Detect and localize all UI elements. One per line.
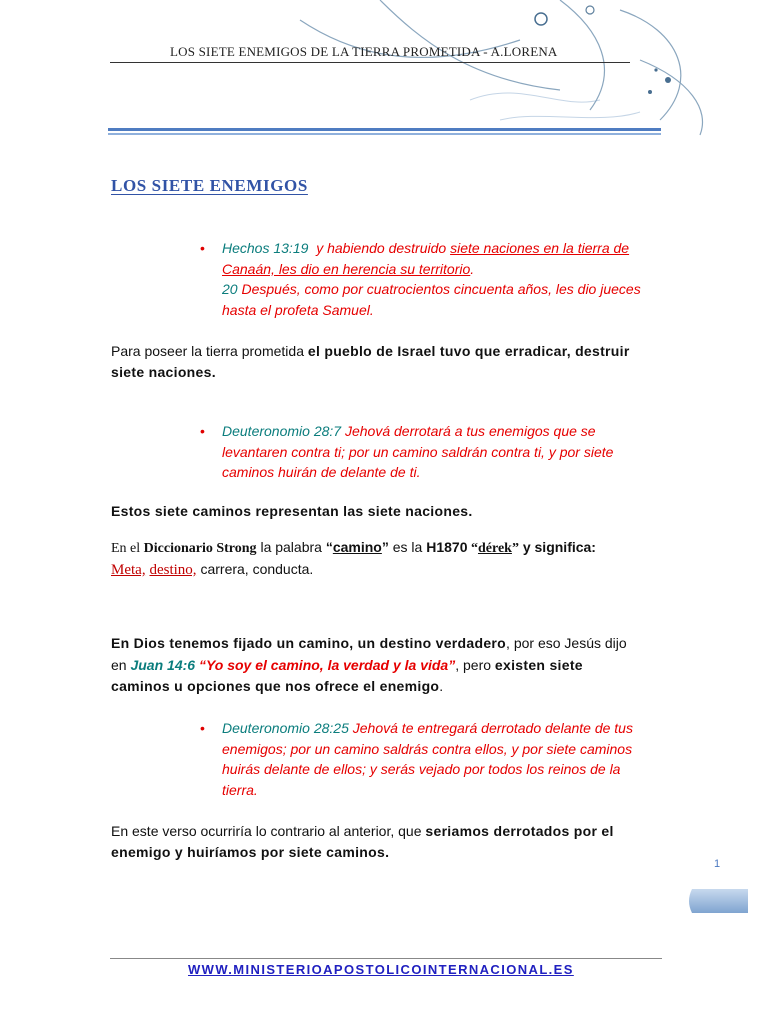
scripture-block-deut-28-7: [222, 421, 654, 483]
scripture-text: Jehová derrotará a tus enemigos que se levantaren contra ti; por un camino saldrán contra ti, y por siete caminos huirán de delante de ti.: [222, 423, 614, 481]
bullet-marker: •: [200, 423, 205, 439]
scripture-block-hechos: [222, 238, 654, 320]
word-camino: camino: [332, 539, 382, 555]
paragraph-text: , pero: [455, 656, 495, 673]
paragraph-verso: [111, 821, 661, 862]
page-tab-decoration: [686, 889, 748, 913]
scripture-quote: “Yo soy el camino, la verdad y la vida”: [195, 656, 456, 673]
scripture-text: Jehová te entregará derrotado delante de tus enemigos; por un camino saldrás contra ellos, y por siete caminos huirás delante de ellos; y serás vejado por todos los reinos de la tierra.: [222, 720, 633, 798]
meaning-rest: carrera, conducta.: [196, 561, 314, 577]
text: es la: [388, 539, 427, 555]
bullet-marker: •: [200, 720, 205, 736]
dictionary-name: Diccionario Strong: [143, 541, 257, 556]
paragraph-bold: el pueblo de Israel tuvo que erradicar, destruir siete naciones.: [111, 343, 630, 380]
footer-rule: [110, 958, 662, 959]
scripture-reference: Hechos 13:19: [222, 240, 309, 256]
scripture-reference: Deuteronomio 28:7: [222, 423, 342, 439]
scripture-text-end: .: [470, 260, 475, 277]
scripture-text-b: Después, como por cuatrocientos cincuenta años, les dio jueces hasta el profeta Samuel.: [222, 281, 641, 318]
paragraph-text: .: [439, 678, 444, 694]
header-double-rule-light: [108, 133, 661, 135]
verse-number: 20: [222, 281, 238, 298]
scripture-block-deut-28-25: [222, 718, 642, 800]
paragraph-bold: En Dios tenemos fijado un camino, un destino verdadero: [111, 635, 507, 651]
paragraph-dios: [111, 633, 641, 698]
scripture-reference: Juan 14:6: [130, 656, 196, 673]
header-title: LOS SIETE ENEMIGOS DE LA TIERRA PROMETIDA - A.LORENA: [170, 44, 558, 59]
quote-close: ”: [511, 541, 519, 556]
header-double-rule: [108, 128, 661, 131]
scripture-text-a: y habiendo destruido: [316, 240, 447, 256]
paragraph-text: En este verso ocurriría lo contrario al anterior, que: [111, 823, 426, 839]
section-title: LOS SIETE ENEMIGOS: [111, 176, 308, 195]
paragraph-bold: Estos siete caminos representan las siete naciones.: [111, 503, 473, 519]
meaning-meta: Meta,: [111, 562, 146, 578]
footer-website-link[interactable]: WWW.MINISTERIOAPOSTOLICOINTERNACIONAL.ES: [188, 962, 574, 977]
paragraph-text: , por eso Jesús dijo en: [111, 635, 627, 673]
paragraph-bold: seriamos derrotados por el enemigo y huiríamos por siete caminos.: [111, 823, 614, 860]
scripture-text-underlined: siete naciones en la tierra de Canaán, les dio en herencia su territorio: [222, 240, 630, 277]
strong-number: H1870: [426, 539, 468, 555]
paragraph-caminos: [111, 501, 651, 522]
paragraph-strong: [111, 537, 651, 581]
text-significa: y significa:: [518, 539, 596, 555]
text-en-el: En el: [111, 541, 144, 556]
page-number: 1: [714, 858, 721, 870]
header-rule: [110, 62, 630, 63]
text: la palabra: [256, 539, 326, 555]
quote-open: “: [325, 539, 333, 555]
scripture-reference: Deuteronomio 28:25: [222, 720, 349, 736]
paragraph-text: Para poseer la tierra prometida: [111, 343, 308, 359]
quote-close: ”: [381, 539, 389, 555]
paragraph-poseer: [111, 341, 641, 382]
meaning-destino: destino,: [149, 562, 197, 578]
word-derek: dérek: [477, 541, 512, 556]
bullet-marker: •: [200, 240, 205, 256]
quote-open: “: [467, 541, 478, 556]
paragraph-bold: existen siete caminos u opciones que nos ofrece el enemigo: [111, 656, 583, 694]
